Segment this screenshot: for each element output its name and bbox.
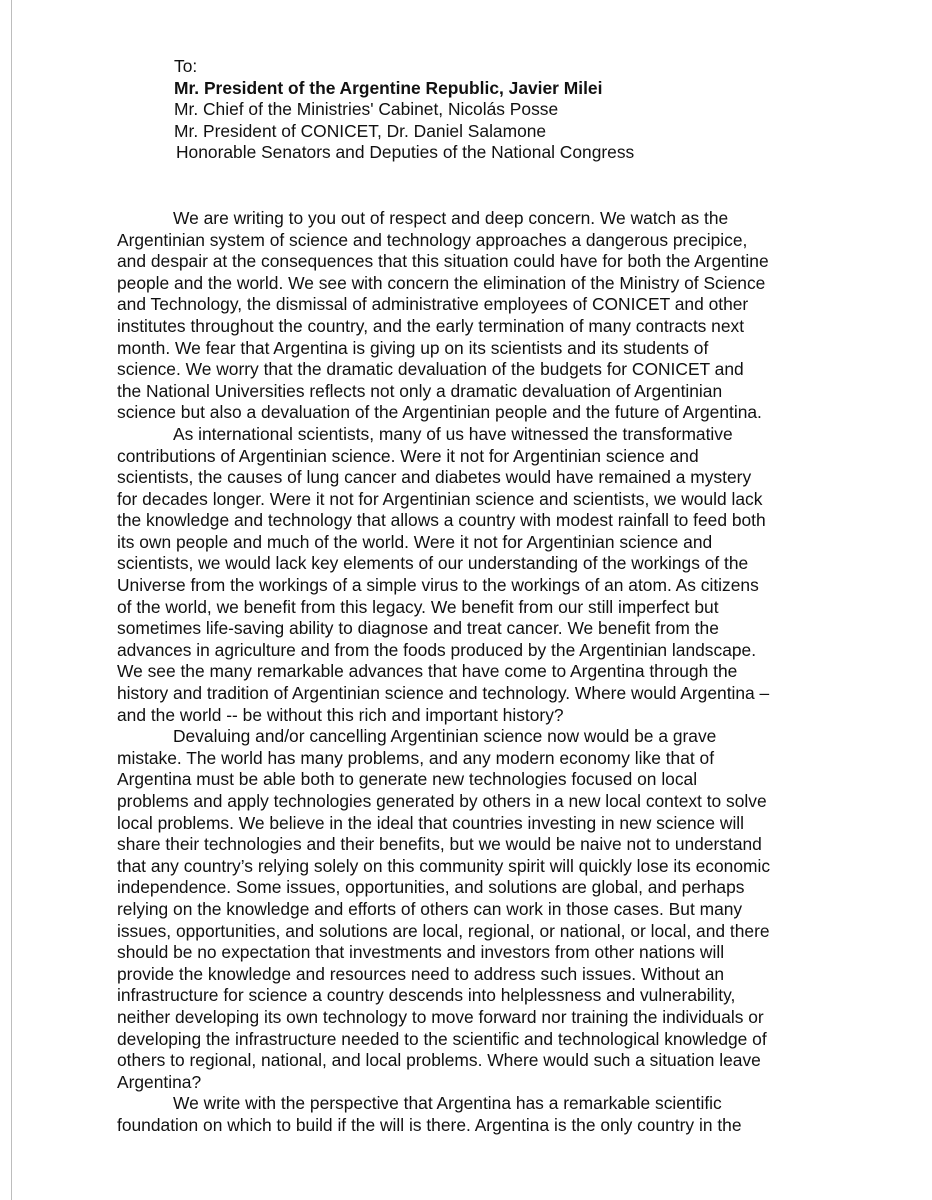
paragraph-line: and despair at the consequences that this situation could have for both the Argentine (117, 251, 769, 272)
addressee-block (174, 56, 822, 164)
paragraph-line: scientists, we would lack key elements of our understanding of the workings of the (117, 553, 749, 574)
paragraph-line: independence. Some issues, opportunities, and solutions are global, and perhaps (117, 877, 745, 898)
paragraph-line: issues, opportunities, and solutions are local, regional, or national, or local, and there (117, 920, 770, 941)
letter-paragraph (117, 1093, 822, 1136)
paragraph-line: We see the many remarkable advances that have come to Argentina through the (117, 661, 738, 682)
paragraph-line: Universe from the workings of a simple virus to the workings of an atom. As citizens (117, 575, 759, 596)
paragraph-line: Devaluing and/or cancelling Argentinian science now would be a grave (173, 726, 717, 747)
paragraph-line: developing the infrastructure needed to the scientific and technological knowledge of (117, 1028, 767, 1049)
paragraph-line: science. We worry that the dramatic devaluation of the budgets for CONICET and (117, 359, 744, 380)
paragraph-line: advances in agriculture and from the foods produced by the Argentinian landscape. (117, 639, 757, 660)
paragraph-line: infrastructure for science a country descends into helplessness and vulnerability, (117, 985, 736, 1006)
recipient-conicet-president: Mr. President of CONICET, Dr. Daniel Salamone (174, 120, 547, 141)
paragraph-line: its own people and much of the world. Were it not for Argentinian science and (117, 531, 713, 552)
paragraph-line: the National Universities reflects not only a dramatic devaluation of Argentinian (117, 380, 723, 401)
paragraph-line: foundation on which to build if the will is there. Argentina is the only country in the (117, 1114, 742, 1135)
page-edge-line (11, 0, 12, 1200)
paragraph-line: and the world -- be without this rich and important history? (117, 704, 564, 725)
to-label: To: (174, 56, 198, 76)
paragraph-line: for decades longer. Were it not for Argentinian science and scientists, we would lack (117, 488, 763, 509)
recipient-president: Mr. President of the Argentine Republic, Javier Milei (174, 77, 603, 98)
recipient-congress: Honorable Senators and Deputies of the National Congress (176, 142, 635, 163)
paragraph-line: Argentina? (117, 1071, 202, 1092)
paragraph-line: Argentinian system of science and technology approaches a dangerous precipice, (117, 229, 748, 250)
paragraph-line: institutes throughout the country, and the early termination of many contracts next (117, 315, 745, 336)
paragraph-line: mistake. The world has many problems, and any modern economy like that of (117, 747, 715, 768)
letter-paragraph (117, 424, 822, 726)
paragraph-line: the knowledge and technology that allows a country with modest rainfall to feed both (117, 510, 766, 531)
paragraph-line: local problems. We believe in the ideal that countries investing in new science will (117, 812, 745, 833)
paragraph-line: We write with the perspective that Argentina has a remarkable scientific (173, 1093, 722, 1114)
paragraph-line: history and tradition of Argentinian science and technology. Where would Argentina – (117, 683, 770, 704)
paragraph-line: of the world, we benefit from this legacy. We benefit from our still imperfect but (117, 596, 719, 617)
paragraph-line: sometimes life-saving ability to diagnose and treat cancer. We benefit from the (117, 618, 719, 639)
paragraph-line: should be no expectation that investments and investors from other nations will (117, 942, 725, 963)
paragraph-line: problems and apply technologies generated by others in a new local context to solve (117, 791, 767, 811)
letter-page (117, 56, 822, 1137)
spacer (117, 164, 822, 208)
paragraph-line: As international scientists, many of us have witnessed the transformative (173, 423, 733, 444)
letter-paragraph (117, 726, 822, 1093)
paragraph-line: relying on the knowledge and efforts of others can work in those cases. But many (117, 898, 743, 919)
paragraph-line: people and the world. We see with concern the elimination of the Ministry of Science (117, 272, 766, 293)
paragraph-line: Argentina must be able both to generate new technologies focused on local (117, 769, 698, 790)
paragraph-line: neither developing its own technology to move forward nor training the individuals or (117, 1006, 764, 1027)
letter-body (117, 208, 822, 1137)
paragraph-line: science but also a devaluation of the Argentinian people and the future of Argentina. (117, 402, 762, 423)
letter-paragraph (117, 208, 822, 424)
paragraph-line: contributions of Argentinian science. Were it not for Argentinian science and (117, 445, 699, 466)
paragraph-line: others to regional, national, and local problems. Where would such a situation leave (117, 1050, 761, 1071)
paragraph-line: and Technology, the dismissal of administrative employees of CONICET and other (117, 294, 749, 315)
paragraph-line: that any country’s relying solely on this community spirit will quickly lose its economic (117, 855, 771, 876)
paragraph-line: scientists, the causes of lung cancer and diabetes would have remained a mystery (117, 467, 752, 488)
paragraph-line: month. We fear that Argentina is giving up on its scientists and its students of (117, 337, 709, 358)
paragraph-line: We are writing to you out of respect and deep concern. We watch as the (173, 207, 729, 228)
paragraph-line: share their technologies and their benefits, but we would be naive not to understand (117, 834, 762, 855)
recipient-chief-of-cabinet: Mr. Chief of the Ministries' Cabinet, Nicolás Posse (174, 99, 559, 120)
paragraph-line: provide the knowledge and resources need to address such issues. Without an (117, 963, 725, 984)
